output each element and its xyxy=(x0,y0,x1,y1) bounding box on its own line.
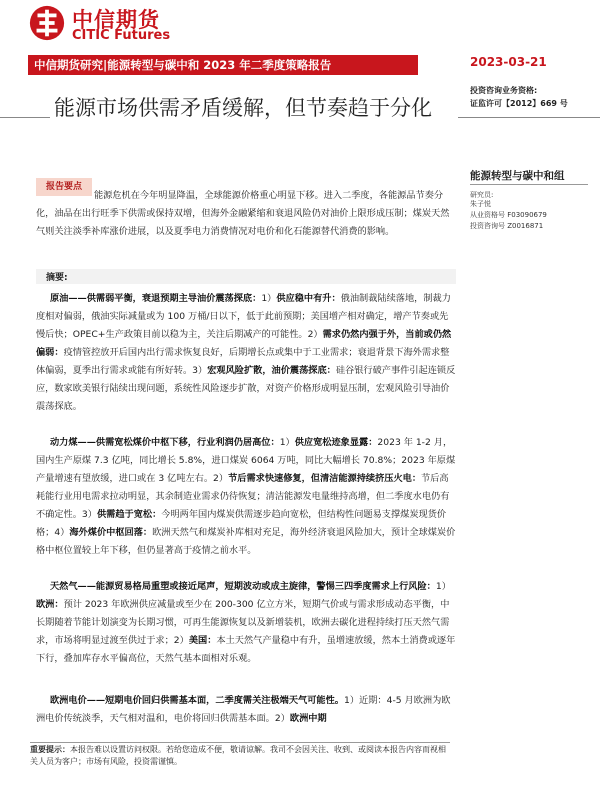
paragraph-lead: 天然气——能源贸易格局重塑或接近尾声，短期波动或成主旋律，警惕三四季度需求上行风险： xyxy=(50,581,436,592)
paragraph-highlight: 供应宽松迹象显露： xyxy=(294,437,378,448)
paragraph-lead: 欧洲电价——短期电价回归供需基本面，二季度需关注极端天气可能性。 xyxy=(50,695,344,706)
paragraph-highlight: 海外煤价中枢回落： xyxy=(69,527,153,538)
sidebar-consult-number: 投资咨询号 Z0016871 xyxy=(470,222,544,230)
paragraph-lead: 原油——供需弱平衡，衰退预期主导油价震荡探底： xyxy=(50,293,262,304)
paragraph-highlight: 美国： xyxy=(188,635,217,646)
paragraph-crude-oil xyxy=(36,290,456,416)
paragraph-highlight: 宏观风险扩散，油价震荡探底： xyxy=(207,365,336,376)
paragraph-thermal-coal xyxy=(36,434,456,560)
brand-name-cn: 中信期货 xyxy=(72,8,160,32)
sidebar-group-name: 能源转型与碳中和组 xyxy=(470,170,565,182)
paragraph-text: 1） xyxy=(261,293,277,304)
paragraph-text: 俄油制裁陆续落地，制裁力度相对偏弱，俄油实际减量或为 100 万桶/日以下，低于此前预期；美国增产相对确定，增产节奏或先慢后快；OPEC+生产政策目前以稳为主，关注后期减产的可能性。2） xyxy=(36,293,451,340)
paragraph-text: 1） xyxy=(279,437,295,448)
paragraph-highlight: 需求仍然内强于外，当前或仍然偏弱： xyxy=(36,329,452,358)
citic-logo-icon xyxy=(28,4,66,42)
abstract-label: 摘要: xyxy=(46,273,68,283)
paragraph-text: 1） xyxy=(435,581,451,592)
sidebar-divider xyxy=(470,184,588,185)
report-date: 2023-03-21 xyxy=(470,55,547,69)
footer-disclaimer xyxy=(30,744,450,768)
paragraph-highlight: 欧洲： xyxy=(36,599,64,610)
paragraph-text: 今明两年国内煤炭供需逐步趋向宽松，但结构性问题易支撑煤炭现货价格；4） xyxy=(36,509,447,538)
paragraph-text: 1）近期：4-5 月欧洲为欧洲电价传统淡季，天气相对温和，电价将回归供需基本面。2） xyxy=(36,695,451,724)
paragraph-highlight: 节后需求快速修复，但清洁能源持续挤压火电： xyxy=(228,473,422,484)
paragraph-highlight: 欧洲中期 xyxy=(289,713,327,724)
footer-divider xyxy=(30,742,450,743)
abstract-header-bar xyxy=(36,269,456,284)
license-number: 证监许可【2012】669 号 xyxy=(470,99,568,108)
sidebar-qualification: 从业资格号 F03090679 xyxy=(470,211,547,219)
paragraph-text: 预计 2023 年欧洲供应减量或至少在 200-300 亿立方米，短期气价或与需求形成动态平衡，中长期随着节能计划演变为长期习惯，可再生能源恢复以及新增装机，欧洲去碳化进程持续打压天然气需求，市场将明显过渡至供过于求；2） xyxy=(36,599,450,646)
paragraph-text: 2023 年 1-2 月，国内生产原煤 7.3 亿吨，同比增长 5.8%，进口煤炭 6064 万吨，同比大幅增长 70.8%；2023 年原煤产量增速有望放缓，进口或在 3 亿吨左右。2） xyxy=(36,437,456,484)
summary-tag: 报告要点 xyxy=(36,178,92,196)
paragraph-text: 硅谷银行破产事件引起连锁反应，数家欧美银行陆续出现问题，系统性风险逐步扩散，对资产价格形成明显压制，宏观风险引导油价震荡探底。 xyxy=(36,365,456,412)
brand-name-en: CITIC Futures xyxy=(72,28,171,43)
paragraph-natural-gas xyxy=(36,578,456,668)
report-series-banner: 中信期货研究|能源转型与碳中和 2023 年二季度策略报告 xyxy=(28,55,418,75)
paragraph-text: 欧洲天然气和煤炭补库相对充足，海外经济衰退风险加大，预计全球煤炭价格中枢位置较上年下移，但仍显著高于疫情之前水平。 xyxy=(36,527,456,556)
license-label: 投资咨询业务资格: xyxy=(470,86,538,95)
paragraph-text: 节后高耗能行业用电需求拉动明显，其余制造业需求仍待恢复；清洁能源发电量维持高增，但二季度水电仍有不确定性。3） xyxy=(36,473,450,520)
sidebar-researcher-label: 研究员: xyxy=(470,191,494,199)
report-title: 能源市场供需矛盾缓解，但节奏趋于分化 xyxy=(50,92,458,124)
sidebar-researcher-name: 朱子悦 xyxy=(470,200,491,208)
paragraph-highlight: 供应稳中有升： xyxy=(276,293,341,304)
paragraph-highlight: 供需趋于宽松： xyxy=(96,509,162,520)
paragraph-lead: 动力煤——供需宽松煤价中枢下移，行业利润仍居高位： xyxy=(50,437,280,448)
footer-bold-label: 重要提示： xyxy=(30,745,70,754)
paragraph-text: 本土天然气产量稳中有升，虽增速放缓，然本土消费或逐年下行，叠加库存水平偏高位，天然气基本面相对乐观。 xyxy=(36,635,456,664)
paragraph-text: 疫情管控放开后国内出行需求恢复良好，后期增长点或集中于工业需求；衰退背景下海外需求整体偏弱，夏季出行需求或能有所好转。3） xyxy=(36,347,450,376)
footer-text: 本报告难以设置访问权限。若给您造成不便，敬请谅解。我司不会因关注、收到、或阅读本报告内容而视相关人员为客户；市场有风险，投资需谨慎。 xyxy=(30,745,446,766)
summary-text: 能源危机在今年明显降温，全球能源价格重心明显下移。进入二季度，各能源品节奏分化，油品在出行旺季下供需或保持双增，但海外金融紧缩和衰退风险仍对油价上限形成压制；煤炭天然气则关注淡季补库涨价进展，以及夏季电力消费情况对电价和化石能源替代消费的影响。 xyxy=(36,190,450,237)
paragraph-eu-power xyxy=(36,692,456,728)
